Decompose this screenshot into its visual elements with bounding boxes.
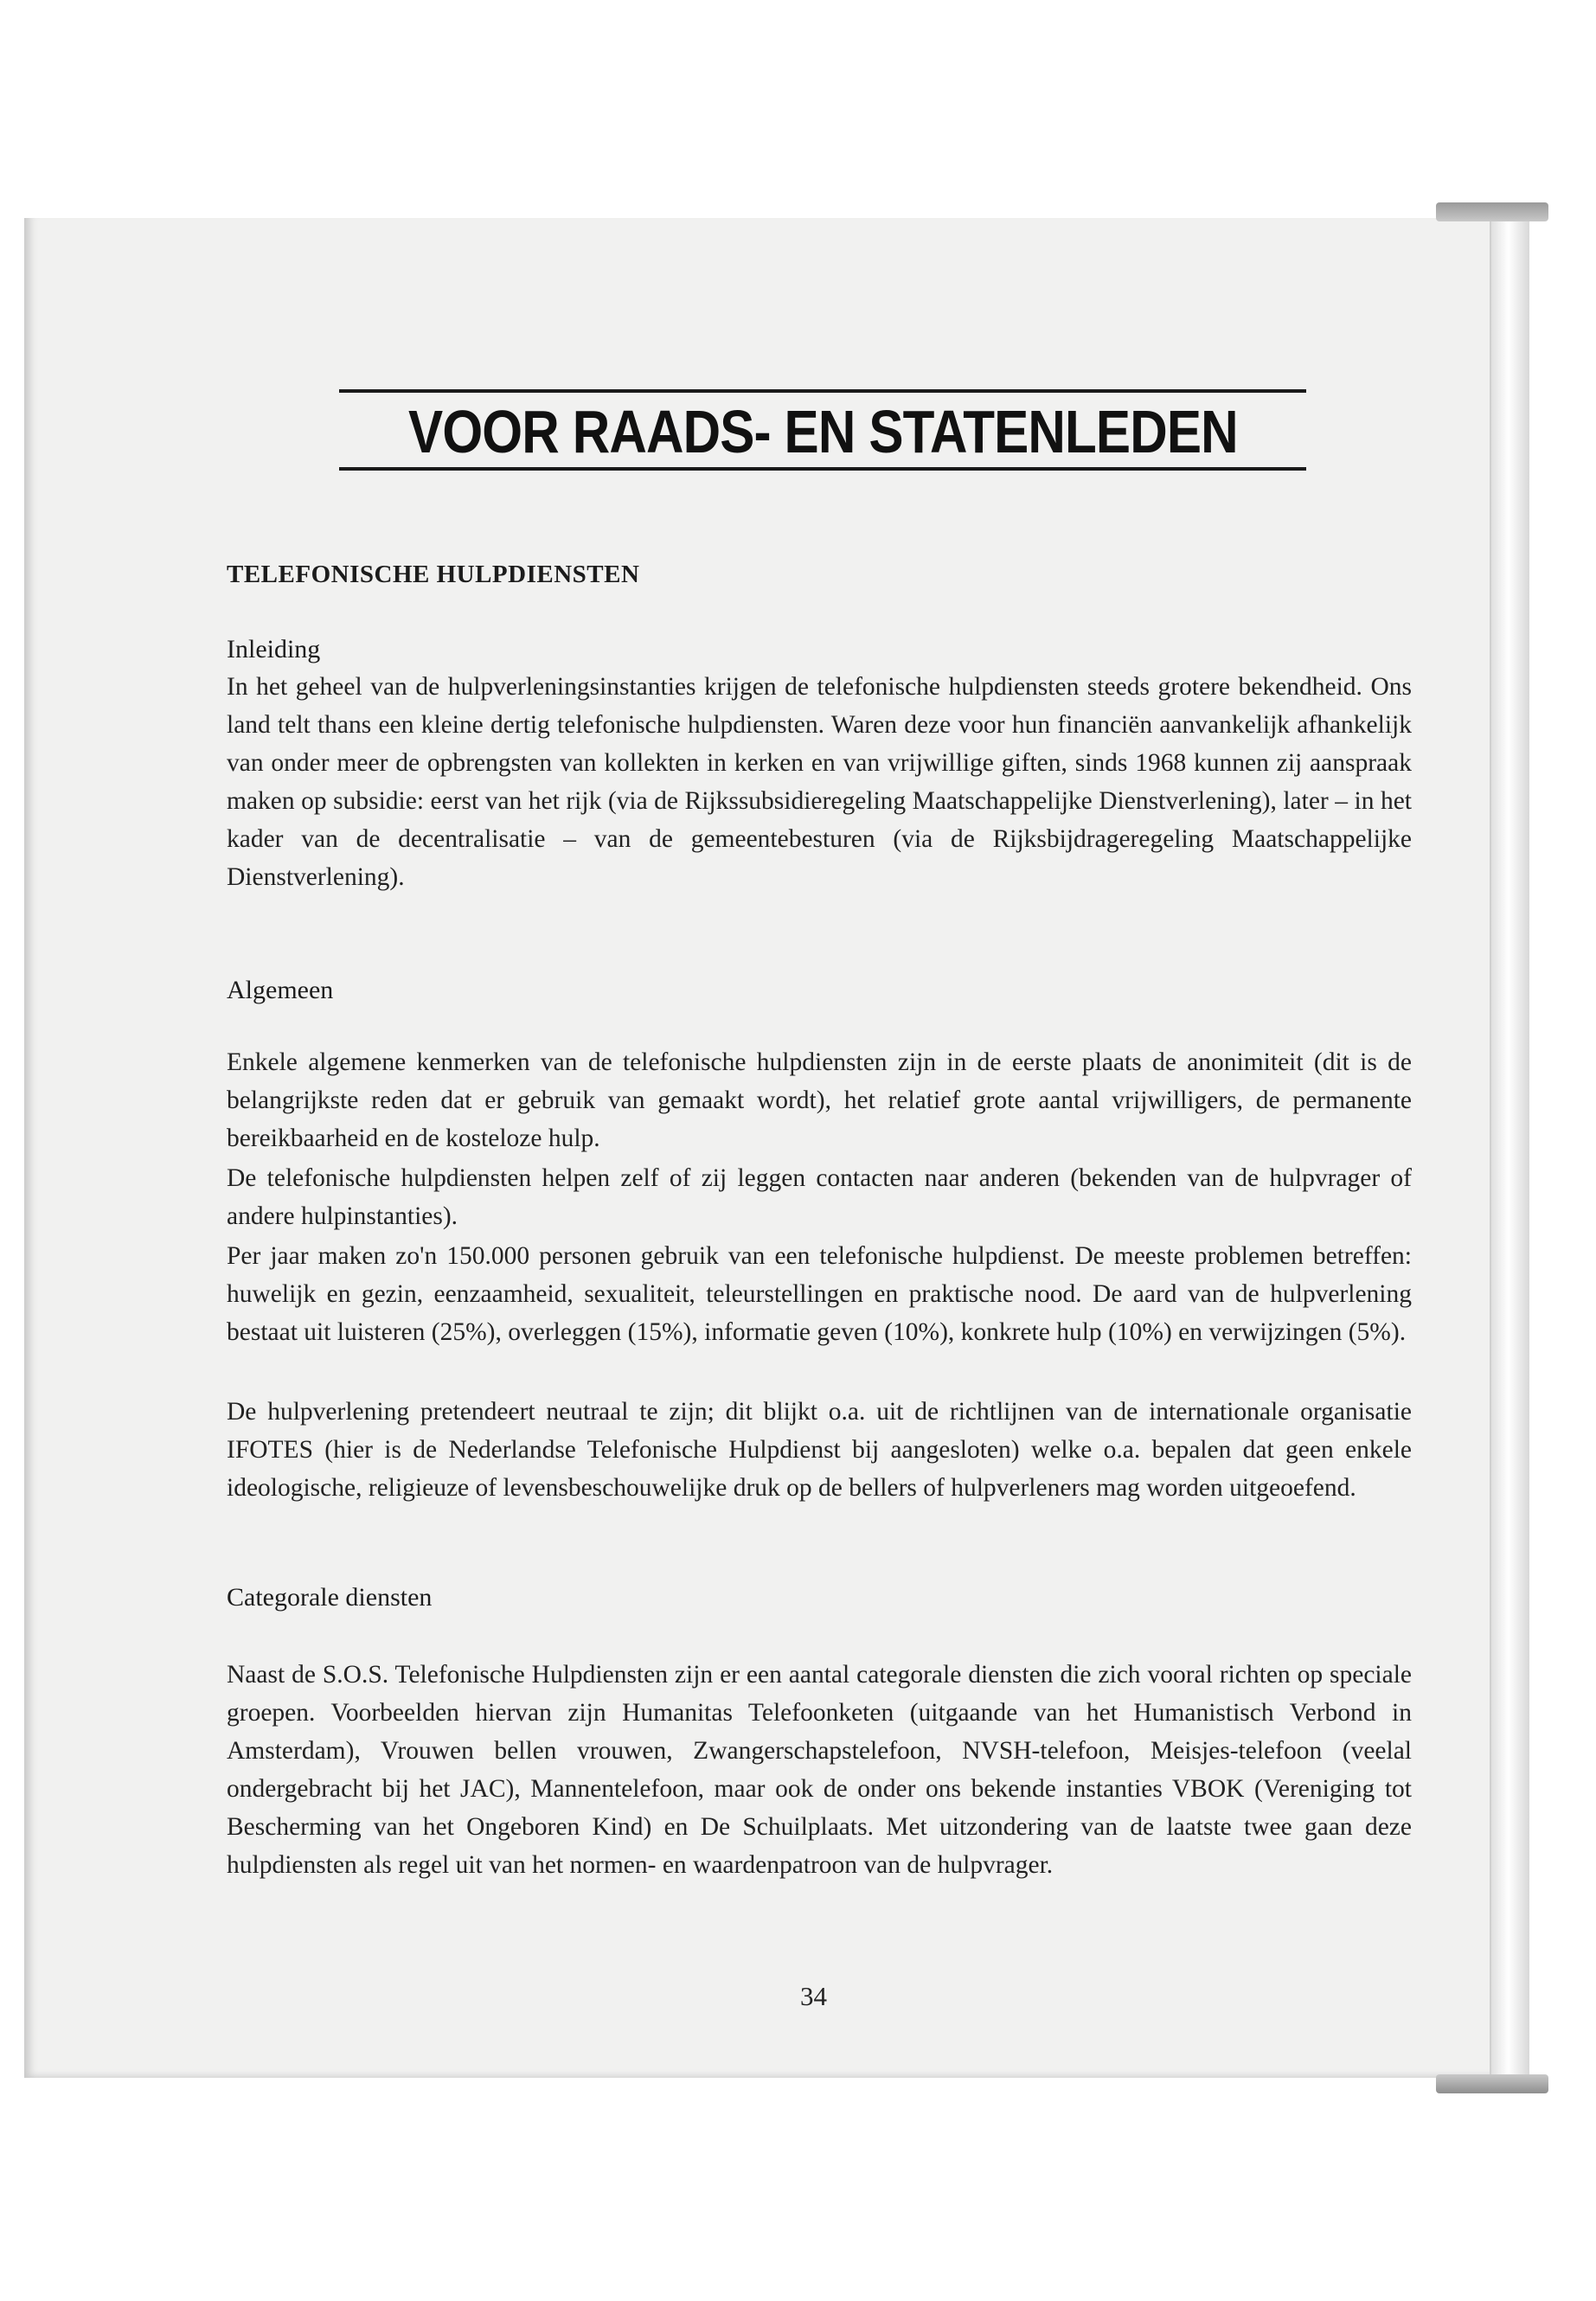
- binder-tape-bottom: [1436, 2074, 1548, 2093]
- algemeen-heading: Algemeen: [227, 976, 334, 1004]
- inleiding-heading: Inleiding: [227, 635, 321, 663]
- binder-spine: [1490, 208, 1529, 2092]
- algemeen-paragraph-2: De telefonische hulpdiensten helpen zelf of zij leggen contacten naar anderen (bekenden van de hulpvrager of andere hulpinstanties).: [227, 1164, 1412, 1230]
- header-title: VOOR RAADS- EN STATENLEDEN: [407, 398, 1238, 465]
- page-number: 34: [800, 1981, 827, 2011]
- categorale-heading: Categorale diensten: [227, 1583, 433, 1612]
- inleiding-paragraph: In het geheel van de hulpverleningsinstanties krijgen de telefonische hulpdiensten steeds grotere bekendheid. Ons land telt thans een kleine dertig telefonische hulpdiensten. Waren deze voor hun financiën aanvankelijk afhankelijk van onder meer de opbrengsten van kollekten in kerken en van vrijwillige giften, sinds 1968 kunnen zij aanspraak maken op subsidie: eerst van het rijk (via de Rijkssubsidieregeling Maatschappelijke Dienstverlening), later – in het kader van de decentralisatie – van de gemeentebesturen (via de Rijksbijdrageregeling Maatschappelijke Dienstverlening).: [227, 673, 1412, 891]
- page-header: [339, 389, 1306, 471]
- algemeen-paragraph-3: Per jaar maken zo'n 150.000 personen gebruik van een telefonische hulpdienst. De meeste problemen betreffen: huwelijk en gezin, eenzaamheid, sexualiteit, teleurstellingen en praktische nood. De aard van de hulpverlening bestaat uit luisteren (25%), overleggen (15%), informatie geven (10%), konkrete hulp (10%) en verwijzingen (5%).: [227, 1242, 1412, 1346]
- algemeen-paragraph-1: Enkele algemene kenmerken van de telefonische hulpdiensten zijn in de eerste plaats de anonimiteit (dit is de belangrijkste reden dat er gebruik van gemaakt wordt), het relatief grote aantal vrijwilligers, de permanente bereikbaarheid en de kosteloze hulp.: [227, 1048, 1412, 1152]
- algemeen-paragraph-4: De hulpverlening pretendeert neutraal te zijn; dit blijkt o.a. uit de richtlijnen van de internationale organisatie IFOTES (hier is de Nederlandse Telefonische Hulpdienst bij aangesloten) welke o.a. bepalen dat geen enkele ideologische, religieuze of levensbeschouwelijke druk op de bellers of hulpverleners mag worden uitgeoefend.: [227, 1398, 1412, 1502]
- categorale-paragraph: Naast de S.O.S. Telefonische Hulpdiensten zijn er een aantal categorale diensten die zich vooral richten op speciale groepen. Voorbeelden hiervan zijn Humanitas Telefoonketen (uitgaande van het Humanistisch Verbond in Amsterdam), Vrouwen bellen vrouwen, Zwangerschapstelefoon, NVSH-telefoon, Meisjes-telefoon (veelal ondergebracht bij het JAC), Mannentelefoon, maar ook de onder ons bekende instanties VBOK (Vereniging tot Bescherming van het Ongeboren Kind) en De Schuilplaats. Met uitzondering van de laatste twee gaan deze hulpdiensten als regel uit van het normen- en waardenpatroon van de hulpvrager.: [227, 1661, 1412, 1879]
- section-title: TELEFONISCHE HULPDIENSTEN: [227, 561, 640, 588]
- binder-tape-top: [1436, 202, 1548, 221]
